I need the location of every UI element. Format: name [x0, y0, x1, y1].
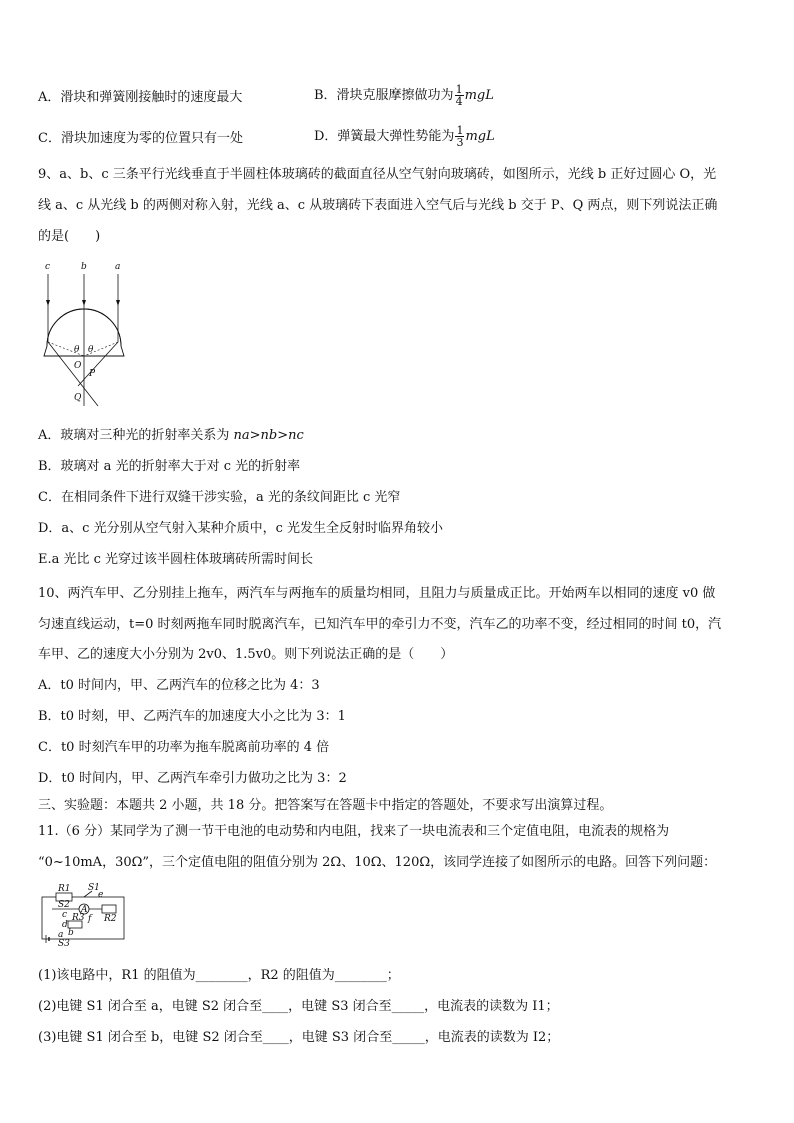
ray-b-label: b	[81, 262, 87, 272]
q9-option-b: B．玻璃对 a 光的折射率大于对 c 光的折射率	[38, 459, 301, 474]
ammeter-label: A	[81, 905, 88, 915]
q11-sub3: (3)电键 S1 闭合至 b，电键 S2 闭合至____，电键 S3 闭合至_____，电流表的读数为 I2；	[38, 1030, 560, 1045]
r3-label: R3	[72, 913, 85, 923]
node-a-label: a	[58, 930, 64, 940]
q9-option-e: E.a 光比 c 光穿过该半圆柱体玻璃砖所需时间长	[38, 552, 314, 567]
q11-stem-line2: “0~10mA，30Ω”，三个定值电阻的阻值分别为 2Ω、10Ω、120Ω，该同学连接了如图所示的电路。回答下列问题：	[38, 855, 717, 870]
r2-label: R2	[104, 914, 117, 924]
node-d-label: d	[62, 920, 68, 930]
node-c-label: c	[62, 910, 68, 920]
q11-stem-line1: 11.（6 分）某同学为了测一节干电池的电动势和内电阻，找来了一块电流表和三个定值电阻，电流表的规格为	[38, 824, 670, 839]
fraction: $\frac{1}{4}$	[455, 83, 463, 108]
q11-circuit-figure	[38, 883, 130, 949]
node-f-label: f	[88, 914, 92, 924]
q9-option-a: A．玻璃对三种光的折射率关系为 na>nb>nc	[38, 428, 304, 443]
ray-c-label: c	[45, 262, 51, 272]
q9-option-c: C．在相同条件下进行双缝干涉实验，a 光的条纹间距比 c 光窄	[38, 490, 401, 505]
node-e-label: e	[98, 890, 104, 900]
q9-stem-line2: 线 a、c 从光线 b 的两侧对称入射，光线 a、c 从玻璃砖下表面进入空气后与光线 b 交于 P、Q 两点，则下列说法正确	[38, 198, 718, 213]
s3-label: S3	[58, 939, 70, 949]
point-o-label: O	[74, 361, 82, 371]
q8-option-d: D．弹簧最大弹性势能为 $\frac{1}{3}$ mgL	[314, 124, 495, 149]
q10-option-a: A．t0 时间内，甲、乙两汽车的位移之比为 4：3	[38, 678, 320, 693]
r1-label: R1	[58, 884, 71, 894]
q9-semicircle-glass-figure	[36, 258, 136, 408]
theta-left-label: θ	[74, 345, 80, 355]
section-heading: 三、实验题：本题共 2 小题，共 18 分。把答案写在答题卡中指定的答题处，不要求写出演算过程。	[38, 798, 613, 813]
point-p-label: P	[89, 369, 96, 379]
q10-option-c: C．t0 时刻汽车甲的功率为拖车脱离前功率的 4 倍	[38, 740, 330, 755]
theta-right-label: θ	[88, 345, 94, 355]
q10-option-b: B．t0 时刻，甲、乙两汽车的加速度大小之比为 3：1	[38, 709, 346, 724]
q10-stem-line3: 车甲、乙的速度大小分别为 2v0、1.5v0。则下列说法正确的是（ ）	[38, 647, 454, 662]
q8-option-a: A．滑块和弹簧刚接触时的速度最大	[38, 90, 243, 105]
s1-label: S1	[88, 883, 100, 893]
q9-stem-line1: 9、a、b、c 三条平行光线垂直于半圆柱体玻璃砖的截面直径从空气射向玻璃砖，如图所示，光线 b 正好过圆心 O，光	[38, 167, 717, 182]
q10-stem-line1: 10、两汽车甲、乙分别挂上拖车，两汽车与两拖车的质量均相同，且阻力与质量成正比。开始两车以相同的速度 v0 做	[38, 586, 716, 601]
q9-option-d: D．a、c 光分别从空气射入某种介质中，c 光发生全反射时临界角较小	[38, 521, 443, 536]
node-b-label: b	[68, 928, 74, 938]
fraction: $\frac{1}{3}$	[456, 124, 464, 149]
ray-a-label: a	[115, 262, 121, 272]
q11-sub2: (2)电键 S1 闭合至 a，电键 S2 闭合至____，电键 S3 闭合至_____，电流表的读数为 I1；	[38, 999, 559, 1014]
s2-label: S2	[58, 900, 70, 910]
q10-stem-line2: 匀速直线运动，t=0 时刻两拖车同时脱离汽车，已知汽车甲的牵引力不变，汽车乙的功率不变，经过相同的时间 t0，汽	[38, 617, 722, 632]
q8-option-c: C．滑块加速度为零的位置只有一处	[38, 131, 243, 146]
q8-option-b: B．滑块克服摩擦做功为 $\frac{1}{4}$ mgL	[314, 83, 494, 108]
q10-option-d: D．t0 时间内，甲、乙两汽车牵引力做功之比为 3：2	[38, 771, 347, 786]
q9-stem-line3: 的是( )	[38, 229, 101, 244]
point-q-label: Q	[74, 393, 82, 403]
refractive-index-relation: na>nb>nc	[233, 428, 304, 443]
q11-sub1: (1)该电路中，R1 的阻值为________，R2 的阻值为________；	[38, 968, 400, 983]
